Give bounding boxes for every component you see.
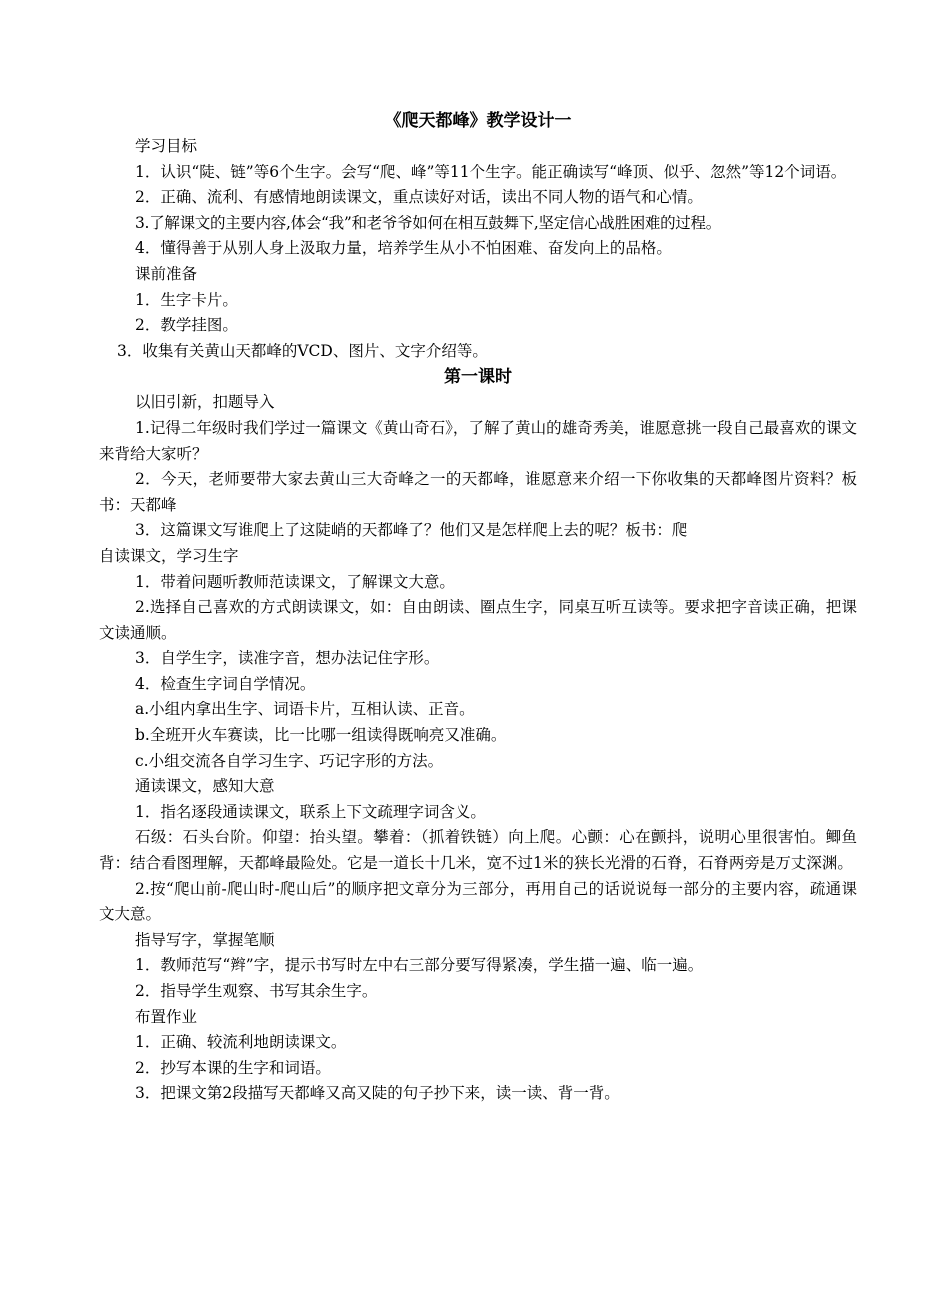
section-heading-preparation: 课前准备 xyxy=(135,264,198,283)
selfread-item: c.小组交流各自学习生字、巧记字形的方法。 xyxy=(135,751,444,770)
selfread-item: b.全班开火车赛读，比一比哪一组读得既响亮又准确。 xyxy=(135,726,507,745)
preparation-item: 2．教学挂图。 xyxy=(135,316,238,335)
intro-item: 2．今天，老师要带大家去黄山三大奇峰之一的天都峰，谁愿意来介绍一下你收集的天都峰图片资料？板书：天都峰 xyxy=(99,470,857,514)
objective-item: 2．正确、流利、有感情地朗读课文，重点读好对话，读出不同人物的语气和心情。 xyxy=(135,188,703,207)
section-heading-overview: 通读课文，感知大意 xyxy=(135,777,275,796)
overview-item: 1．指名逐段通读课文，联系上下文疏理字词含义。 xyxy=(135,802,486,821)
selfread-item: 4．检查生字词自学情况。 xyxy=(135,674,316,693)
document-title: 《爬天都峰》教学设计一 xyxy=(384,111,572,131)
intro-item: 1.记得二年级时我们学过一篇课文《黄山奇石》，了解了黄山的雄奇秀美，谁愿意挑一段自己最喜欢的课文来背给大家听？ xyxy=(99,418,857,463)
homework-item: 3．把课文第2段描写天都峰又高又陡的句子抄下来，读一读、背一背。 xyxy=(135,1084,620,1103)
writing-item: 2．指导学生观察、书写其余生字。 xyxy=(135,982,378,1000)
objective-item: 3.了解课文的主要内容,体会“我”和老爷爷如何在相互鼓舞下,坚定信心战胜困难的过程。 xyxy=(135,213,721,232)
overview-item: 2.按“爬山前-爬山时-爬山后”的顺序把文章分为三部分，再用自己的话说说每一部分的主要内容，疏通课文大意。 xyxy=(99,879,857,924)
selfread-item: 3．自学生字，读准字音，想办法记住字形。 xyxy=(135,649,440,668)
intro-item: 3．这篇课文写谁爬上了这陡峭的天都峰了？他们又是怎样爬上去的呢？板书：爬 xyxy=(135,521,688,540)
objective-item: 1．认识“陡、链”等6个生字。会写“爬、峰”等11个生字。能正确读写“峰顶、似乎、忽然”等12个词语。 xyxy=(135,162,847,181)
preparation-item: 3．收集有关黄山天都峰的VCD、图片、文字介绍等。 xyxy=(117,341,488,360)
writing-item: 1．教师范写“辫”字，提示书写时左中右三部分要写得紧凑，学生描一遍、临一遍。 xyxy=(135,956,704,975)
selfread-item: a.小组内拿出生字、词语卡片，互相认读、正音。 xyxy=(135,700,475,719)
selfread-item: 1．带着问题听教师范读课文，了解课文大意。 xyxy=(135,572,455,591)
section-heading-selfread: 自读课文，学习生字 xyxy=(99,546,239,565)
section-heading-homework: 布置作业 xyxy=(135,1007,198,1026)
lesson-heading: 第一课时 xyxy=(444,367,512,388)
homework-item: 1．正确、较流利地朗读课文。 xyxy=(135,1033,347,1052)
section-heading-objectives: 学习目标 xyxy=(135,137,198,155)
selfread-item: 2.选择自己喜欢的方式朗读课文，如：自由朗读、圈点生字，同桌互听互读等。要求把字音读正确，把课文读通顺。 xyxy=(99,598,857,642)
document-page xyxy=(99,108,857,1107)
homework-item: 2．抄写本课的生字和词语。 xyxy=(135,1058,331,1077)
preparation-item: 1．生字卡片。 xyxy=(135,290,238,309)
overview-item: 石级：石头台阶。仰望：抬头望。攀着：（抓着铁链）向上爬。心颤：心在颤抖，说明心里很害怕。鲫鱼背：结合看图理解，天都峰最险处。它是一道长十几米，宽不过1米的狭长光滑的石脊，石脊两旁是万丈深渊。 xyxy=(99,828,857,873)
objective-item: 4．懂得善于从别人身上汲取力量，培养学生从小不怕困难、奋发向上的品格。 xyxy=(135,239,672,258)
section-heading-intro: 以旧引新，扣题导入 xyxy=(135,393,275,412)
section-heading-writing: 指导写字，掌握笔顺 xyxy=(135,930,275,949)
